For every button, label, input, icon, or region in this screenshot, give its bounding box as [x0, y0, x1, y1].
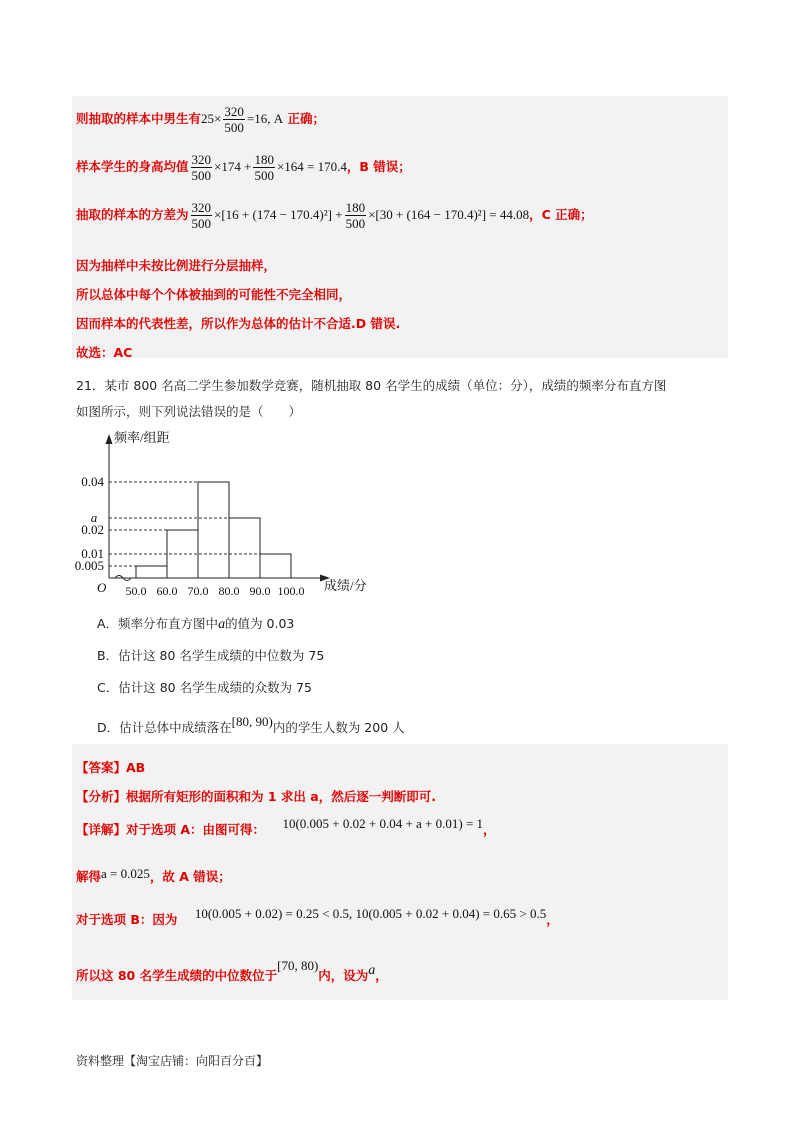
- y-tick-label: 0.04: [81, 474, 104, 489]
- histogram-bar: [229, 518, 260, 578]
- origin-label: O: [97, 580, 107, 595]
- solution-line-5: 所以总体中每个个体被抽到的可能性不完全相同，: [76, 287, 352, 302]
- histogram-bar: [136, 566, 167, 578]
- y-tick-label: 0.01: [81, 546, 104, 561]
- x-tick-label: 80.0: [218, 584, 240, 598]
- option-b: B．估计这 80 名学生成绩的中位数为 75: [97, 648, 325, 663]
- detail-line-4: 所以这 80 名学生成绩的中位数位于[70, 80)内，设为a，: [76, 958, 388, 983]
- x-tick-label: 50.0: [125, 584, 147, 598]
- question-line-2: 如图所示，则下列说法错误的是（ ）: [76, 404, 302, 419]
- solution-line-6: 因而样本的代表性差，所以作为总体的估计不合适.D 错误.: [76, 316, 401, 331]
- footer-text: 资料整理【淘宝店铺：向阳百分百】: [76, 1054, 269, 1068]
- detail-line-3: 对于选项 B：因为 10(0.005 + 0.02) = 0.25 < 0.5, 10(0.005 + 0.02 + 0.04) = 0.65 > 0.5，: [76, 906, 559, 927]
- solution-line-3: 抽取的样本的方差为 $\frac{320}{500}$ ×[16 + (174 − 170.4)²] + $\frac{180}{500}$ ×[30 + (164 − 170.4)²] = 44.08，C 正确；: [76, 200, 593, 231]
- x-tick-label: 70.0: [187, 584, 209, 598]
- y-axis-label: 频率/组距: [114, 430, 170, 445]
- histogram-bar: [198, 482, 229, 578]
- solution-line-1: 则抽取的样本中男生有25× $\frac{320}{500}$ =16, A 正确；: [76, 104, 325, 135]
- histogram-chart: [70, 426, 390, 606]
- option-d: D．估计总体中成绩落在[80, 90)内的学生人数为 200 人: [97, 714, 405, 735]
- y-tick-label: 0.02: [81, 522, 104, 537]
- solution-line-2: 样本学生的身高均值 $\frac{320}{500}$ ×174 + $\frac{180}{500}$ ×164 = 170.4，B 错误；: [76, 152, 411, 183]
- y-axis-arrow: [106, 434, 113, 444]
- solution-line-4: 因为抽样中未按比例进行分层抽样，: [76, 258, 277, 273]
- question-line-1: 21．某市 800 名高二学生参加数学竞赛，随机抽取 80 名学生的成绩（单位：分），成绩的频率分布直方图: [76, 378, 667, 393]
- x-tick-label: 60.0: [156, 584, 178, 598]
- answer-line: 【答案】AB: [76, 760, 146, 775]
- histogram-bar: [260, 554, 291, 578]
- detail-line-2: 解得a = 0.025，故 A 错误；: [76, 866, 231, 884]
- option-a: A．频率分布直方图中a的值为 0.03: [97, 616, 295, 632]
- solution-line-7: 故选：AC: [76, 345, 133, 360]
- option-c: C．估计这 80 名学生成绩的众数为 75: [97, 680, 312, 695]
- x-axis-label: 成绩/分: [324, 578, 367, 593]
- x-tick-label: 90.0: [249, 584, 271, 598]
- detail-line-1: 【详解】对于选项 A：由图可得： 10(0.005 + 0.02 + 0.04 + a + 0.01) = 1，: [76, 816, 496, 837]
- y-tick-label: 0.005: [74, 558, 104, 573]
- y-tick-label: a: [90, 510, 98, 525]
- analysis-line: 【分析】根据所有矩形的面积和为 1 求出 a，然后逐一判断即可.: [76, 789, 436, 804]
- x-tick-label: 100.0: [277, 584, 305, 598]
